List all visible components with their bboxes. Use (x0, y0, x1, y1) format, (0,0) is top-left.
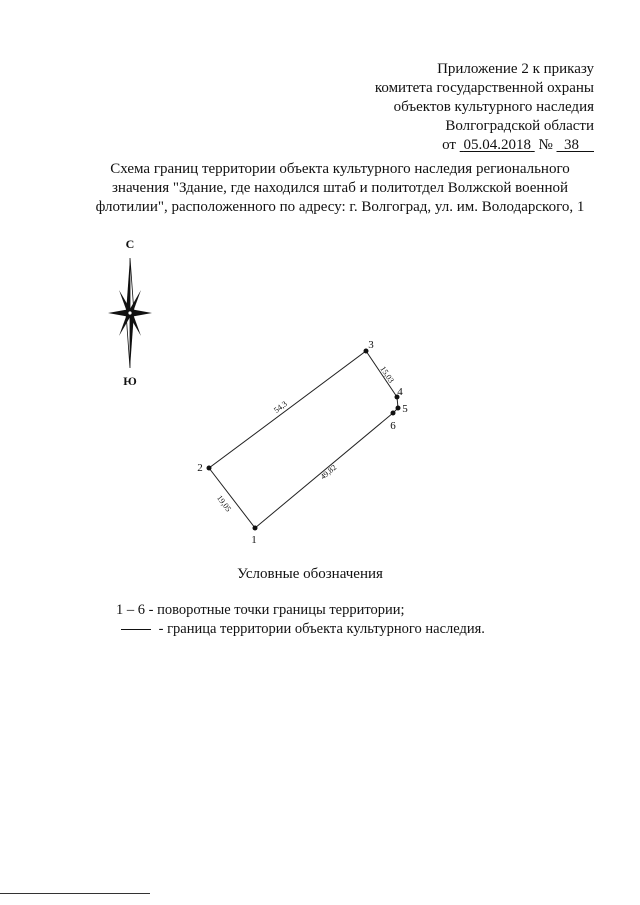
point-label-5: 5 (402, 403, 408, 415)
title-line-3: флотилии", расположенного по адресу: г. Волгоград, ул. им. Володарского, 1 (95, 199, 585, 215)
compass-north-label: С (125, 237, 135, 251)
point-label-4: 4 (397, 386, 403, 398)
boundary-point-6 (391, 411, 396, 416)
compass-south-label: Ю (123, 374, 137, 388)
order-date: 05.04.2018 (463, 137, 531, 153)
point-label-3: 3 (368, 339, 374, 351)
legend-row-points (116, 601, 485, 620)
boundary-point-2 (207, 466, 212, 471)
legend-row-boundary (116, 620, 485, 639)
header-line-1: Приложение 2 к приказу (437, 61, 594, 77)
order-number: 38 (564, 137, 579, 153)
boundary-point-1 (253, 526, 258, 531)
legend-title: Условные обозначения (237, 566, 383, 582)
order-prefix: от (442, 137, 456, 153)
point-label-2: 2 (197, 462, 203, 474)
header-line-3: объектов культурного наследия (393, 99, 594, 115)
title-line-1: Схема границ территории объекта культурного наследия регионального (110, 161, 570, 177)
boundary-point-5 (396, 406, 401, 411)
header-line-4: Волгоградской области (445, 118, 594, 134)
compass-rose-icon (108, 258, 152, 368)
footer-divider (0, 893, 150, 894)
segment-length-6-1: 49,82 (318, 462, 339, 482)
territory-boundary (209, 351, 398, 528)
segment-length-3-4: 15,03 (378, 364, 396, 385)
point-label-6: 6 (390, 420, 396, 432)
order-number-label: № (538, 137, 553, 153)
header-line-2: комитета государственной охраны (374, 80, 594, 96)
segment-length-2-3: 54,3 (272, 399, 289, 415)
boundary-line-symbol (121, 629, 151, 630)
legend-points-range: 1 – 6 (116, 602, 145, 618)
legend-boundary-text: - граница территории объекта культурного наследия. (155, 621, 485, 637)
point-label-1: 1 (251, 534, 257, 546)
legend-points-text: - поворотные точки границы территории; (145, 602, 405, 618)
legend (116, 601, 485, 639)
segment-length-1-2: 19,05 (214, 493, 234, 514)
title-line-2: значения "Здание, где находился штаб и политотдел Волжской военной (112, 180, 568, 196)
